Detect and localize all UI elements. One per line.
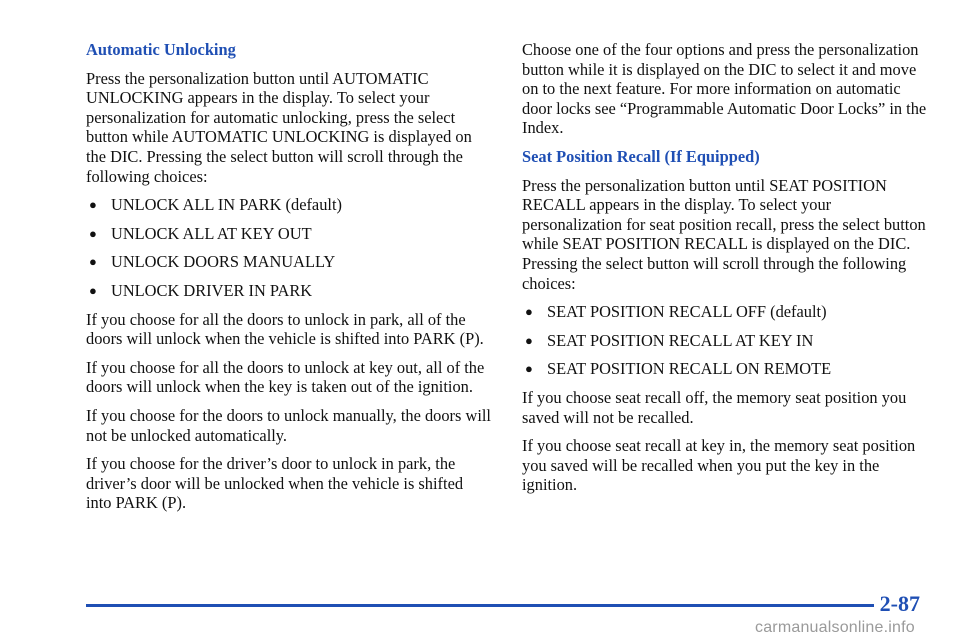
- paragraph: If you choose for all the doors to unlock at key out, all of the doors will unlock when the key is taken out of the ignition.: [86, 357, 485, 397]
- bullet-icon: ●: [89, 282, 97, 298]
- options-instruction: Choose one of the four options and press the personalization button while it is displayed on the DIC to select it and move on to the next feature. For more information on automatic door locks see “Programmable Automatic Door Locks” in the Index.: [522, 40, 927, 138]
- bullet-icon: ●: [525, 332, 533, 348]
- seat-recall-choices: [522, 302, 927, 379]
- list-item: ● SEAT POSITION RECALL OFF (default): [525, 302, 827, 322]
- bullet-icon: ●: [525, 361, 533, 377]
- list-item: ● UNLOCK ALL AT KEY OUT: [89, 223, 312, 243]
- right-column: [522, 40, 927, 504]
- paragraph: If you choose for the doors to unlock manually, the doors will not be unlocked automatically.: [86, 405, 491, 445]
- left-column: [86, 40, 491, 522]
- section-heading-seat-position-recall: Seat Position Recall (If Equipped): [522, 146, 760, 166]
- page-number: 2-87: [879, 591, 920, 616]
- list-item: ● UNLOCK DOORS MANUALLY: [89, 252, 336, 272]
- paragraph: If you choose seat recall off, the memory seat position you saved will not be recalled.: [522, 387, 907, 427]
- automatic-unlocking-intro: Press the personalization button until AUTOMATIC UNLOCKING appears in the display. To select your personalization for automatic unlocking, press the select button while AUTOMATIC UNLOCKING is displayed on the DIC. Pressing the select button will scroll through the following choices:: [86, 68, 472, 186]
- list-item: ● SEAT POSITION RECALL AT KEY IN: [525, 330, 814, 350]
- bullet-icon: ●: [89, 254, 97, 270]
- automatic-unlocking-choices: [86, 195, 491, 300]
- list-item: ● SEAT POSITION RECALL ON REMOTE: [525, 359, 832, 379]
- bullet-icon: ●: [89, 197, 97, 213]
- bullet-icon: ●: [89, 225, 97, 241]
- list-item: ● UNLOCK DRIVER IN PARK: [89, 280, 313, 300]
- paragraph: If you choose seat recall at key in, the memory seat position you saved will be recalled when you put the key in the ignition.: [522, 436, 916, 495]
- paragraph: If you choose for the driver’s door to unlock in park, the driver’s door will be unlocked when the vehicle is shifted into PARK (P).: [86, 454, 464, 513]
- paragraph: If you choose for all the doors to unlock in park, all of the doors will unlock when the vehicle is shifted into PARK (P).: [86, 309, 484, 349]
- seat-recall-intro: Press the personalization button until SEAT POSITION RECALL appears in the display. To select your personalization for seat position recall, press the select button while SEAT POSITION RECALL is displayed on the DIC. Pressing the select button will scroll through the following choices:: [522, 175, 926, 293]
- footer-rule: [86, 604, 874, 607]
- list-item: ● UNLOCK ALL IN PARK (default): [89, 195, 342, 215]
- section-heading-automatic-unlocking: Automatic Unlocking: [86, 40, 236, 59]
- watermark: carmanualsonline.info: [755, 619, 915, 636]
- bullet-icon: ●: [525, 304, 533, 320]
